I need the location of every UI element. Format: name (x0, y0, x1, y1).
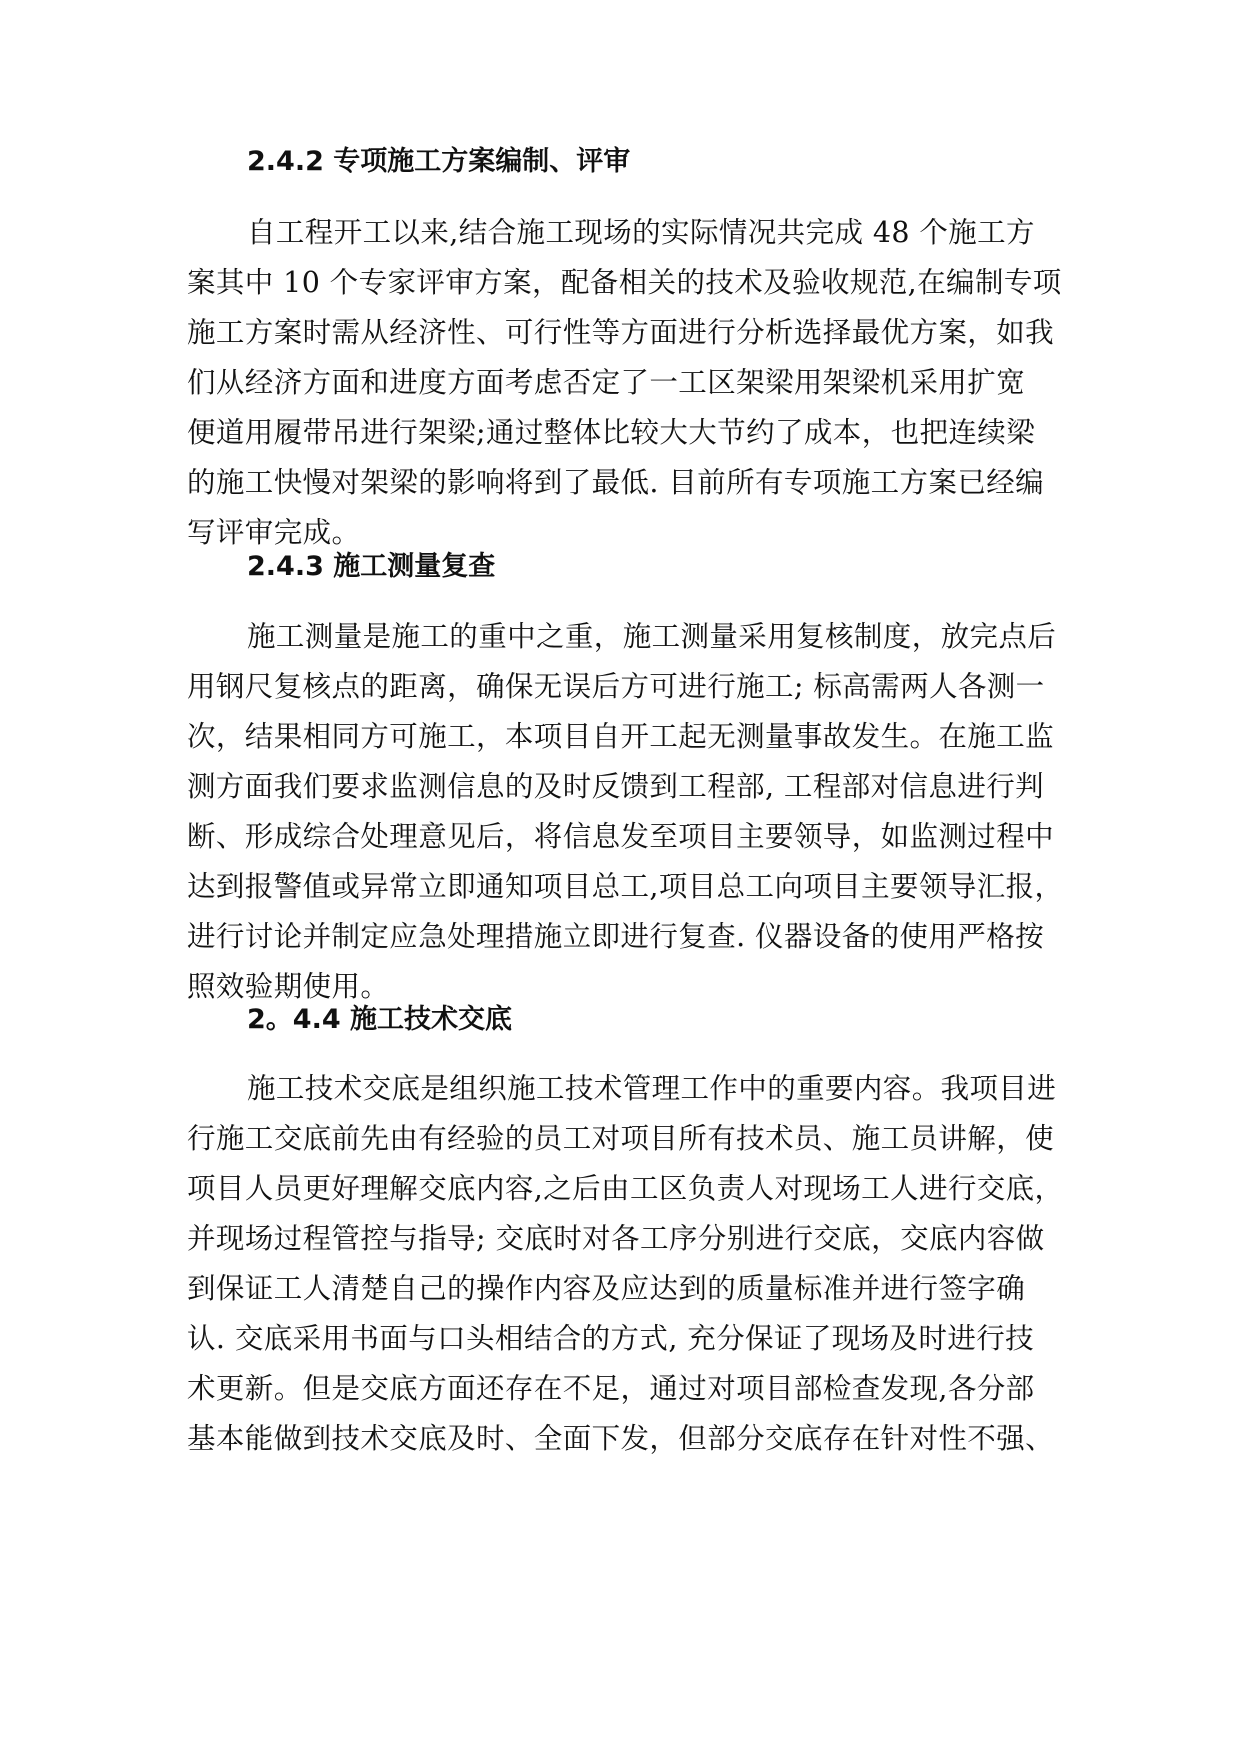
paragraph-line: 达到报警值或异常立即通知项目总工,项目总工向项目主要领导汇报， (187, 870, 1064, 903)
paragraph-line: 并现场过程管控与指导; 交底时对各工序分别进行交底，交底内容做 (187, 1222, 1045, 1255)
paragraph-line: 断、形成综合处理意见后，将信息发至项目主要领导，如监测过程中 (187, 820, 1055, 853)
paragraph-line: 施工技术交底是组织施工技术管理工作中的重要内容。我项目进 (247, 1072, 1057, 1105)
paragraph-line: 施工测量是施工的重中之重，施工测量采用复核制度，放完点后 (247, 620, 1057, 653)
section-heading-2-4-4: 2。4.4 施工技术交底 (247, 1004, 513, 1035)
paragraph-line: 们从经济方面和进度方面考虑否定了一工区架梁用架梁机采用扩宽 (187, 366, 1026, 399)
paragraph-line: 认. 交底采用书面与口头相结合的方式, 充分保证了现场及时进行技 (187, 1322, 1035, 1355)
paragraph-line: 用钢尺复核点的距离，确保无误后方可进行施工; 标高需两人各测一 (187, 670, 1045, 703)
paragraph-2-4-3 (187, 612, 1067, 1012)
paragraph-line: 照效验期使用。 (187, 970, 390, 1003)
section-heading-2-4-2: 2.4.2 专项施工方案编制、评审 (247, 146, 631, 177)
paragraph-line: 进行讨论并制定应急处理措施立即进行复查. 仪器设备的使用严格按 (187, 920, 1045, 953)
paragraph-line: 次，结果相同方可施工，本项目自开工起无测量事故发生。在施工监 (187, 720, 1055, 753)
paragraph-line: 自工程开工以来,结合施工现场的实际情况共完成 48 个施工方 (247, 216, 1035, 249)
paragraph-line: 术更新。但是交底方面还存在不足，通过对项目部检查发现,各分部 (187, 1372, 1035, 1405)
paragraph-line: 测方面我们要求监测信息的及时反馈到工程部, 工程部对信息进行判 (187, 770, 1045, 803)
paragraph-line: 写评审完成。 (187, 516, 361, 549)
paragraph-line: 到保证工人清楚自己的操作内容及应达到的质量标准并进行签字确 (187, 1272, 1026, 1305)
paragraph-2-4-4 (187, 1064, 1067, 1464)
paragraph-line: 行施工交底前先由有经验的员工对项目所有技术员、施工员讲解，使 (187, 1122, 1055, 1155)
paragraph-line: 案其中 10 个专家评审方案，配备相关的技术及验收规范,在编制专项 (187, 266, 1062, 299)
paragraph-line: 基本能做到技术交底及时、全面下发，但部分交底存在针对性不强、 (187, 1422, 1055, 1455)
paragraph-line: 项目人员更好理解交底内容,之后由工区负责人对现场工人进行交底， (187, 1172, 1064, 1205)
section-heading-2-4-3: 2.4.3 施工测量复查 (247, 551, 496, 582)
paragraph-2-4-2 (187, 208, 1067, 558)
paragraph-line: 的施工快慢对架梁的影响将到了最低. 目前所有专项施工方案已经编 (187, 466, 1045, 499)
paragraph-line: 施工方案时需从经济性、可行性等方面进行分析选择最优方案，如我 (187, 316, 1055, 349)
paragraph-line: 便道用履带吊进行架梁;通过整体比较大大节约了成本，也把连续梁 (187, 416, 1036, 449)
